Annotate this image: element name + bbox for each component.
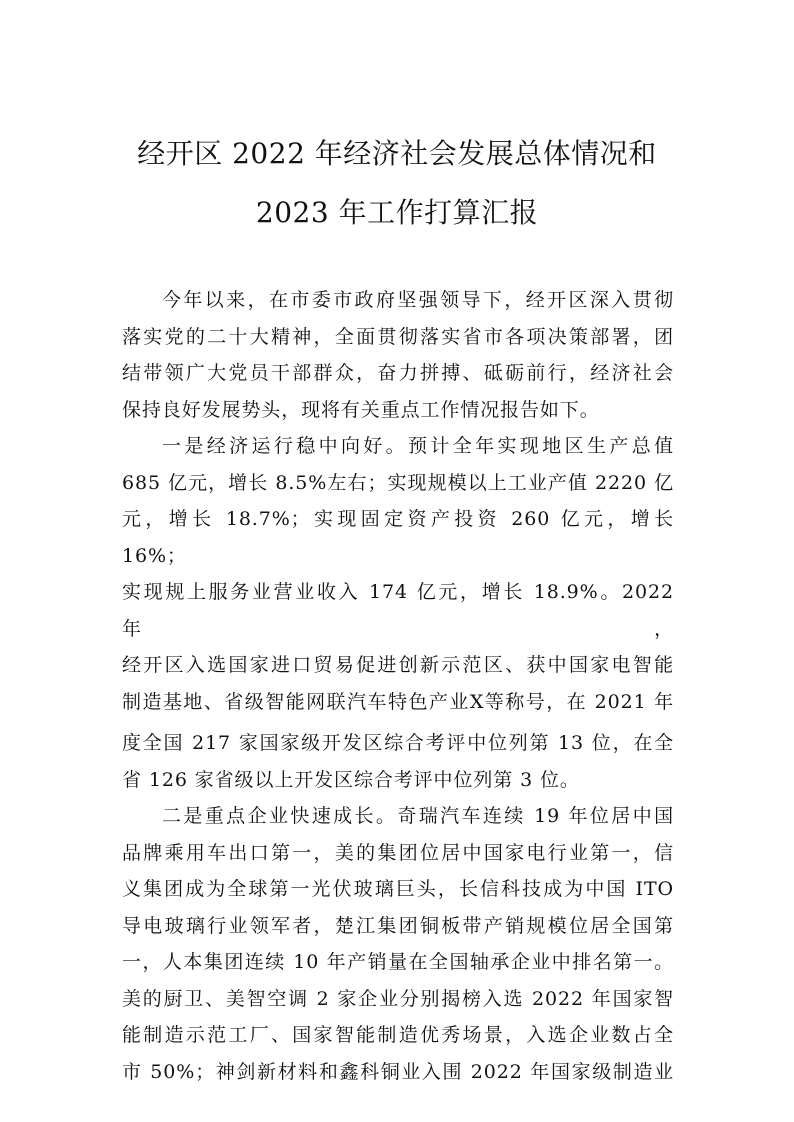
paragraph-line: 结带领广大党员干部群众，奋力拼搏、砥砺前行，经济社会: [122, 362, 674, 384]
paragraph-line: 导电玻璃行业领军者，楚江集团铜板带产销规模位居全国第: [122, 914, 674, 937]
paragraph-line: 一，人本集团连续 10 年产销量在全国轴承企业中排名第一。: [122, 951, 674, 973]
paragraph-line: 能制造示范工厂、国家智能制造优秀场景，入选企业数占全: [122, 1024, 674, 1046]
paragraph-line: 685 亿元，增长 8.5%左右；实现规模以上工业产值 2220 亿: [122, 471, 674, 494]
paragraph-line: 度全国 217 家国家级开发区综合考评中位列第 13 位，在全: [122, 732, 674, 754]
paragraph-line: 今年以来，在市委市政府坚强领导下，经开区深入贯彻: [162, 289, 674, 311]
document-title-line-1: 经开区 2022 年经济社会发展总体情况和: [137, 137, 657, 170]
paragraph-line: 制造基地、省级智能网联汽车特色产业X等称号，在 2021 年: [122, 690, 674, 713]
paragraph-line: 义集团成为全球第一光伏玻璃巨头，长信科技成为中国 ITO: [122, 878, 674, 900]
paragraph-intro: [122, 282, 674, 428]
paragraph-line: 省 126 家省级以上开发区综合考评中位列第 3 位。: [122, 768, 580, 791]
paragraph-line: 一是经济运行稳中向好。预计全年实现地区生产总值: [162, 435, 674, 457]
paragraph-line: 落实党的二十大精神，全面贯彻落实省市各项决策部署，团: [122, 325, 674, 348]
paragraph-economy: [122, 428, 674, 798]
paragraph-line: 美的厨卫、美智空调 2 家企业分别揭榜入选 2022 年国家智: [122, 987, 674, 1010]
paragraph-line: 保持良好发展势头，现将有关重点工作情况报告如下。: [122, 398, 600, 421]
paragraph-line: 市 50%；神剑新材料和鑫科铜业入围 2022 年国家级制造业: [122, 1060, 674, 1083]
document-title-line-2: 2023 年工作打算汇报: [255, 196, 539, 229]
paragraph-line: 二是重点企业快速成长。奇瑞汽车连续 19 年位居中国: [162, 805, 674, 827]
paragraph-enterprises: [122, 798, 674, 1090]
paragraph-line: 元，增长 18.7%；实现固定资产投资 260 亿元，增长 16%；: [122, 508, 674, 567]
paragraph-line: 品牌乘用车出口第一，美的集团位居中国家电行业第一，信: [122, 841, 674, 864]
paragraph-line: 实现规上服务业营业收入 174 亿元，增长 18.9%。2022 年，: [122, 581, 674, 640]
document-body: [122, 282, 674, 1090]
paragraph-line: 经开区入选国家进口贸易促进创新示范区、获中国家电智能: [122, 654, 674, 676]
